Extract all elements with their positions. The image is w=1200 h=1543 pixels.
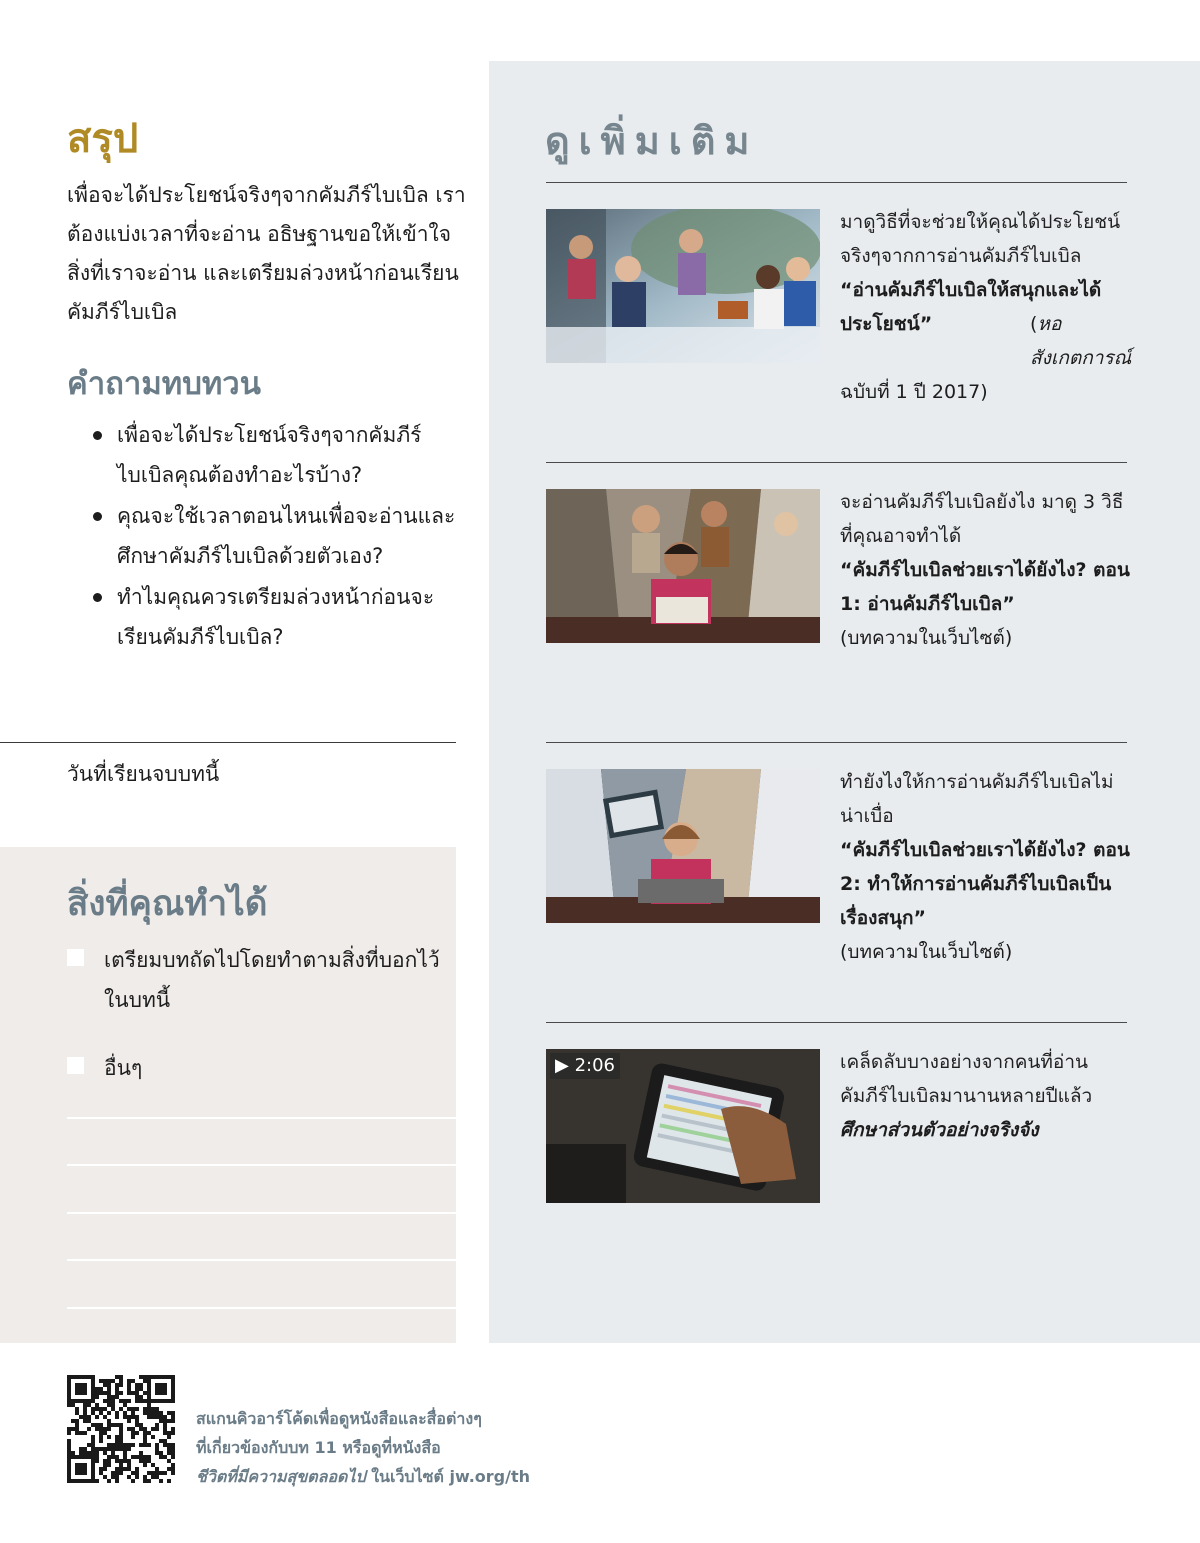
- source-open-paren: (: [1030, 313, 1038, 335]
- bullet-icon: [93, 593, 102, 602]
- review-title: คำถามทบทวน: [67, 366, 261, 402]
- source-spacer: [840, 307, 1140, 375]
- footer-text: [196, 1404, 616, 1491]
- review-question: [88, 577, 458, 657]
- divider: [546, 462, 1127, 463]
- todo-item[interactable]: [67, 1048, 447, 1088]
- divider: [546, 742, 1127, 743]
- resource-description: ทำยังไงให้การอ่านคัมภีร์ไบเบิลไม่น่าเบื่อ: [840, 771, 1114, 827]
- todo-title: สิ่งที่คุณทำได้: [67, 884, 268, 924]
- checkbox[interactable]: [67, 949, 84, 966]
- summary-title: สรุป: [67, 116, 139, 162]
- book-title: ชีวิตที่มีความสุขตลอดไป: [196, 1467, 366, 1486]
- review-question: [88, 496, 458, 576]
- bullet-icon: [93, 512, 102, 521]
- resource-text: [840, 485, 1130, 655]
- resource-thumbnail[interactable]: [546, 489, 820, 643]
- resource-source-line: [840, 307, 1140, 409]
- footer-line: สแกนคิวอาร์โค้ดเพื่อดูหนังสือและสื่อต่างๆ: [196, 1409, 482, 1428]
- boy-reading-image: [546, 489, 820, 643]
- review-questions-list: [88, 415, 458, 658]
- footer-line: [196, 1462, 616, 1491]
- todo-item[interactable]: [67, 940, 447, 1020]
- completion-date-line[interactable]: [0, 742, 456, 743]
- bullet-icon: [93, 431, 102, 440]
- writing-line[interactable]: [67, 1307, 456, 1309]
- writing-line[interactable]: [67, 1259, 456, 1261]
- resource-description: มาดูวิธีที่จะช่วยให้คุณได้ประโยชน์จริงๆจากการอ่านคัมภีร์ไบเบิล: [840, 211, 1121, 267]
- qr-code-graphic: [67, 1375, 175, 1483]
- resource-source: (บทความในเว็บไซต์): [840, 627, 1013, 649]
- review-question: [88, 415, 458, 495]
- completion-date-label: วันที่เรียนจบบทนี้: [67, 762, 220, 786]
- footer-line: ที่เกี่ยวข้องกับบท 11 หรือดูที่หนังสือ: [196, 1438, 441, 1457]
- video-title-link[interactable]: ศึกษาส่วนตัวอย่างจริงจัง: [840, 1119, 1039, 1141]
- checkbox[interactable]: [67, 1057, 84, 1074]
- video-duration-badge: ▶ 2:06: [550, 1053, 620, 1079]
- review-question-text: ทำไมคุณควรเตรียมล่วงหน้าก่อนจะเรียนคัมภีร์ไบเบิล?: [117, 585, 435, 649]
- resource-text: [840, 1045, 1130, 1147]
- girl-reading-image: [546, 769, 820, 923]
- writing-line[interactable]: [67, 1117, 456, 1119]
- todo-item-label: อื่นๆ: [104, 1056, 143, 1080]
- resource-source: (บทความในเว็บไซต์): [840, 941, 1013, 963]
- resource-title-link[interactable]: “คัมภีร์ไบเบิลช่วยเราได้ยังไง? ตอน 2: ทำให้การอ่านคัมภีร์ไบเบิลเป็นเรื่องสนุก”: [840, 839, 1130, 929]
- summary-text: เพื่อจะได้ประโยชน์จริงๆจากคัมภีร์ไบเบิล เราต้องแบ่งเวลาที่จะอ่าน อธิษฐานขอให้เข้าใจสิ่งที่เราจะอ่าน และเตรียมล่วงหน้าก่อนเรียนคัมภีร์ไบเบิล: [67, 183, 466, 324]
- family-reading-image: [546, 209, 820, 363]
- source-issue: ฉบับที่ 1 ปี 2017): [840, 381, 988, 403]
- review-question-text: เพื่อจะได้ประโยชน์จริงๆจากคัมภีร์ไบเบิลคุณต้องทำอะไรบ้าง?: [117, 423, 422, 487]
- resource-title-link[interactable]: “คัมภีร์ไบเบิลช่วยเราได้ยังไง? ตอน 1: อ่านคัมภีร์ไบเบิล”: [840, 559, 1130, 615]
- resource-text: [840, 765, 1130, 969]
- todo-item-label: เตรียมบทถัดไปโดยทำตามสิ่งที่บอกไว้ในบทนี้: [104, 948, 440, 1012]
- footer-website: ในเว็บไซต์ jw.org/th: [365, 1467, 530, 1486]
- resource-description: เคล็ดลับบางอย่างจากคนที่อ่านคัมภีร์ไบเบิลมานานหลายปีแล้ว: [840, 1051, 1093, 1107]
- video-thumbnail[interactable]: [546, 1049, 820, 1203]
- writing-line[interactable]: [67, 1164, 456, 1166]
- divider: [546, 1022, 1127, 1023]
- resource-thumbnail[interactable]: [546, 769, 820, 923]
- resource-thumbnail[interactable]: [546, 209, 820, 363]
- source-publication: หอสังเกตการณ์: [1030, 313, 1132, 369]
- review-question-text: คุณจะใช้เวลาตอนไหนเพื่อจะอ่านและศึกษาคัมภีร์ไบเบิลด้วยตัวเอง?: [117, 504, 456, 568]
- qr-code-icon[interactable]: [67, 1375, 175, 1483]
- writing-line[interactable]: [67, 1212, 456, 1214]
- divider: [546, 182, 1127, 183]
- resource-description: จะอ่านคัมภีร์ไบเบิลยังไง มาดู 3 วิธีที่คุณอาจทำได้: [840, 491, 1124, 547]
- see-more-title: ดูเพิ่มเติม: [545, 119, 759, 163]
- resource-title-link[interactable]: “อ่านคัมภีร์ไบเบิลให้สนุกและได้ประโยชน์”: [840, 279, 1102, 335]
